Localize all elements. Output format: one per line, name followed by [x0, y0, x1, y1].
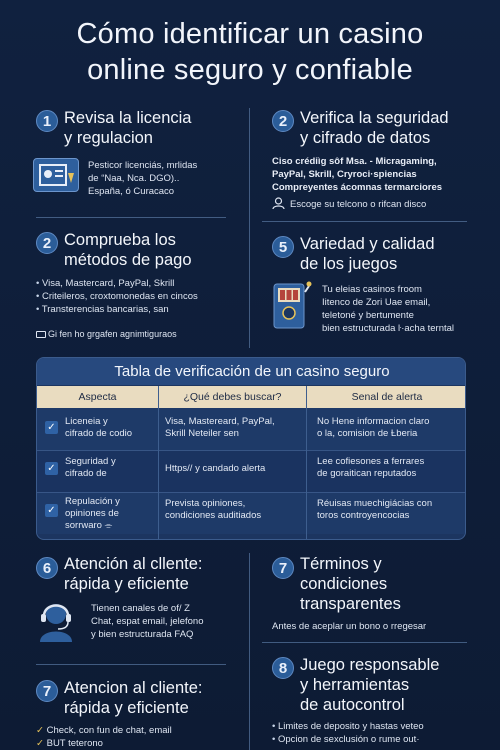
table-cell	[317, 416, 429, 440]
section-body	[91, 602, 203, 641]
heading-line: Términos y	[300, 555, 382, 573]
section-heading	[300, 108, 449, 148]
body-line: Compreyentes ácomnas termarciores	[272, 182, 443, 193]
body-line: de “Naa, Nca. DGO)..	[88, 173, 180, 184]
row-divider	[37, 450, 466, 451]
cell-line: Repulación y	[65, 496, 120, 507]
heading-line: Atencion al cliente:	[64, 679, 203, 697]
section-heading	[64, 678, 203, 718]
body-line: Pesticor licenciás, mrlidas	[88, 160, 198, 171]
page-title	[0, 16, 500, 88]
body-line: Chat, espat email, jelefono	[91, 616, 204, 627]
heading-line: Comprueba los	[64, 231, 176, 249]
heading-line: métodos de pago	[64, 251, 192, 269]
body-line: España, ó Curacaco	[88, 186, 175, 197]
step-number: 7	[36, 680, 58, 702]
note-text: Gi fen ho ɡrgafen agnimtiguraos	[48, 329, 177, 339]
list-item: ✓ BUT teterono	[36, 737, 172, 750]
column-divider-top	[249, 108, 250, 348]
body-line: bien estructurada ŀ·acha terntal	[322, 323, 455, 334]
heading-line: y herramientas	[300, 676, 410, 694]
cell-line: Seguridad y	[65, 456, 116, 467]
section-body	[272, 155, 442, 194]
divider-s6	[262, 642, 467, 643]
cell-line: Skrill Neteiler sen	[165, 428, 239, 439]
payment-list	[36, 277, 198, 316]
cell-line: Https// y candado alerta	[165, 463, 266, 474]
body-line: PayPal, Skrill, Cryroci·spiencias	[272, 169, 417, 180]
table-header: ¿Qué debes buscar?	[159, 386, 306, 408]
table-cell	[317, 498, 432, 522]
check-icon: ✓	[45, 421, 58, 434]
heading-line: Juego responsable	[300, 656, 440, 674]
heading-line: transparentes	[300, 595, 401, 613]
cell-line: Prevista opiniones,	[165, 498, 246, 509]
body-line: Tu eleias casinos froom	[322, 284, 422, 295]
cell-line: Lee cofiesones a ferrares	[317, 456, 425, 467]
check-icon: ✓	[45, 462, 58, 475]
column-separator	[158, 386, 159, 540]
cell-line: Liceneia y	[65, 416, 108, 427]
body-line: Tienen canales de of/ Z	[91, 603, 190, 614]
step-number: 1	[36, 110, 58, 132]
license-certificate-icon	[33, 158, 79, 192]
list-item: • Criteileros, croxtomonedas en cincos	[36, 290, 198, 303]
page-title-line2: online seguro y confiable	[87, 54, 413, 86]
table-header: Senal de alerta	[307, 386, 466, 408]
table-cell	[317, 456, 424, 480]
body-line: Ciso crédiìg sôf Msa. - Micragaming,	[272, 156, 437, 167]
step-number: 2	[36, 232, 58, 254]
step-number: 8	[272, 657, 294, 679]
list-item: ✓ Check, con fun de chat, email	[36, 724, 172, 737]
heading-line: y cifrado de datos	[300, 129, 431, 147]
step-number: 2	[272, 110, 294, 132]
list-item: • Limites de deposito y hastas veteo	[272, 720, 424, 733]
step-number: 7	[272, 557, 294, 579]
table-header: Aspecta	[37, 386, 158, 408]
section-body	[88, 159, 197, 198]
cell-line: sorrwaro ⌯	[65, 520, 113, 531]
cell-line: o la, comision de Ƚberia	[317, 428, 418, 439]
page-title-line1: Cómo identificar un casino	[76, 18, 424, 50]
section-note	[36, 328, 177, 341]
heading-line: rápida y eficiente	[64, 699, 189, 717]
heading-line: condiciones	[300, 575, 388, 593]
table-cell	[165, 416, 275, 440]
list-item: • Visa, Mastercard, PayPal, Skrill	[36, 277, 198, 290]
verification-table	[36, 357, 466, 540]
divider-s2	[262, 221, 467, 222]
cell-line: de ɡoraitican reputados	[317, 468, 417, 479]
body-line: Iitenco de Zori Uae email,	[322, 297, 431, 308]
heading-line: de autocontrol	[300, 696, 405, 714]
headset-support-icon	[34, 596, 78, 644]
table-cell	[65, 416, 132, 440]
section-heading	[300, 655, 439, 715]
cell-line: cifrado de codio	[65, 428, 133, 439]
cell-line: Visa, Mastereard, PayPal,	[165, 416, 275, 427]
table-cell	[165, 463, 265, 475]
table-cell	[65, 496, 120, 532]
check-icon: ✓	[45, 504, 58, 517]
section-body	[322, 283, 454, 335]
table-title: Tabla de verificación de un casino seguro	[37, 358, 466, 385]
section-heading	[64, 108, 191, 148]
section-note: Escoge su telcono o rifcan disco	[290, 199, 427, 210]
divider-s5	[36, 664, 226, 665]
heading-line: rápida y eficiente	[64, 575, 189, 593]
slot-machine-icon	[270, 278, 312, 330]
heading-line: Revisa la licencia	[64, 109, 192, 127]
section-heading	[64, 230, 192, 270]
heading-line: Variedad y calidad	[300, 235, 435, 253]
column-divider-bottom	[249, 553, 250, 750]
section-heading	[300, 554, 401, 614]
cell-line: condiciones auditiados	[165, 510, 262, 521]
heading-line: Atención al cllente:	[64, 555, 203, 573]
column-separator	[306, 386, 307, 540]
body-line: teletoné y bertumente	[322, 310, 414, 321]
body-line: y bien estructurada FAQ	[91, 629, 194, 640]
section-body: Antes de aceplar un bono o rregesar	[272, 621, 427, 632]
support-checklist	[36, 724, 172, 750]
step-number: 5	[272, 236, 294, 258]
cell-line: opiniones de	[65, 508, 119, 519]
divider-s1	[36, 217, 226, 218]
section-heading	[300, 234, 435, 274]
step-number: 6	[36, 557, 58, 579]
table-cell	[65, 456, 116, 480]
cell-line: No Hene informacion claro	[317, 416, 430, 427]
heading-line: Verifica la seguridad	[300, 109, 449, 127]
list-item: • Opcion de sexclusión o rume out·	[272, 733, 424, 746]
cell-line: Réuisas muechigiácias con	[317, 498, 433, 509]
user-icon	[272, 197, 285, 210]
responsible-list	[272, 720, 424, 746]
cell-line: cifrado de	[65, 468, 107, 479]
heading-line: de los juegos	[300, 255, 398, 273]
card-icon	[36, 331, 46, 338]
list-item: • Transterencias bancarias, san	[36, 303, 198, 316]
cell-line: toros controyencocias	[317, 510, 410, 521]
row-divider	[37, 492, 466, 493]
table-cell	[165, 498, 261, 522]
section-heading	[64, 554, 203, 594]
heading-line: y regulacion	[64, 129, 153, 147]
